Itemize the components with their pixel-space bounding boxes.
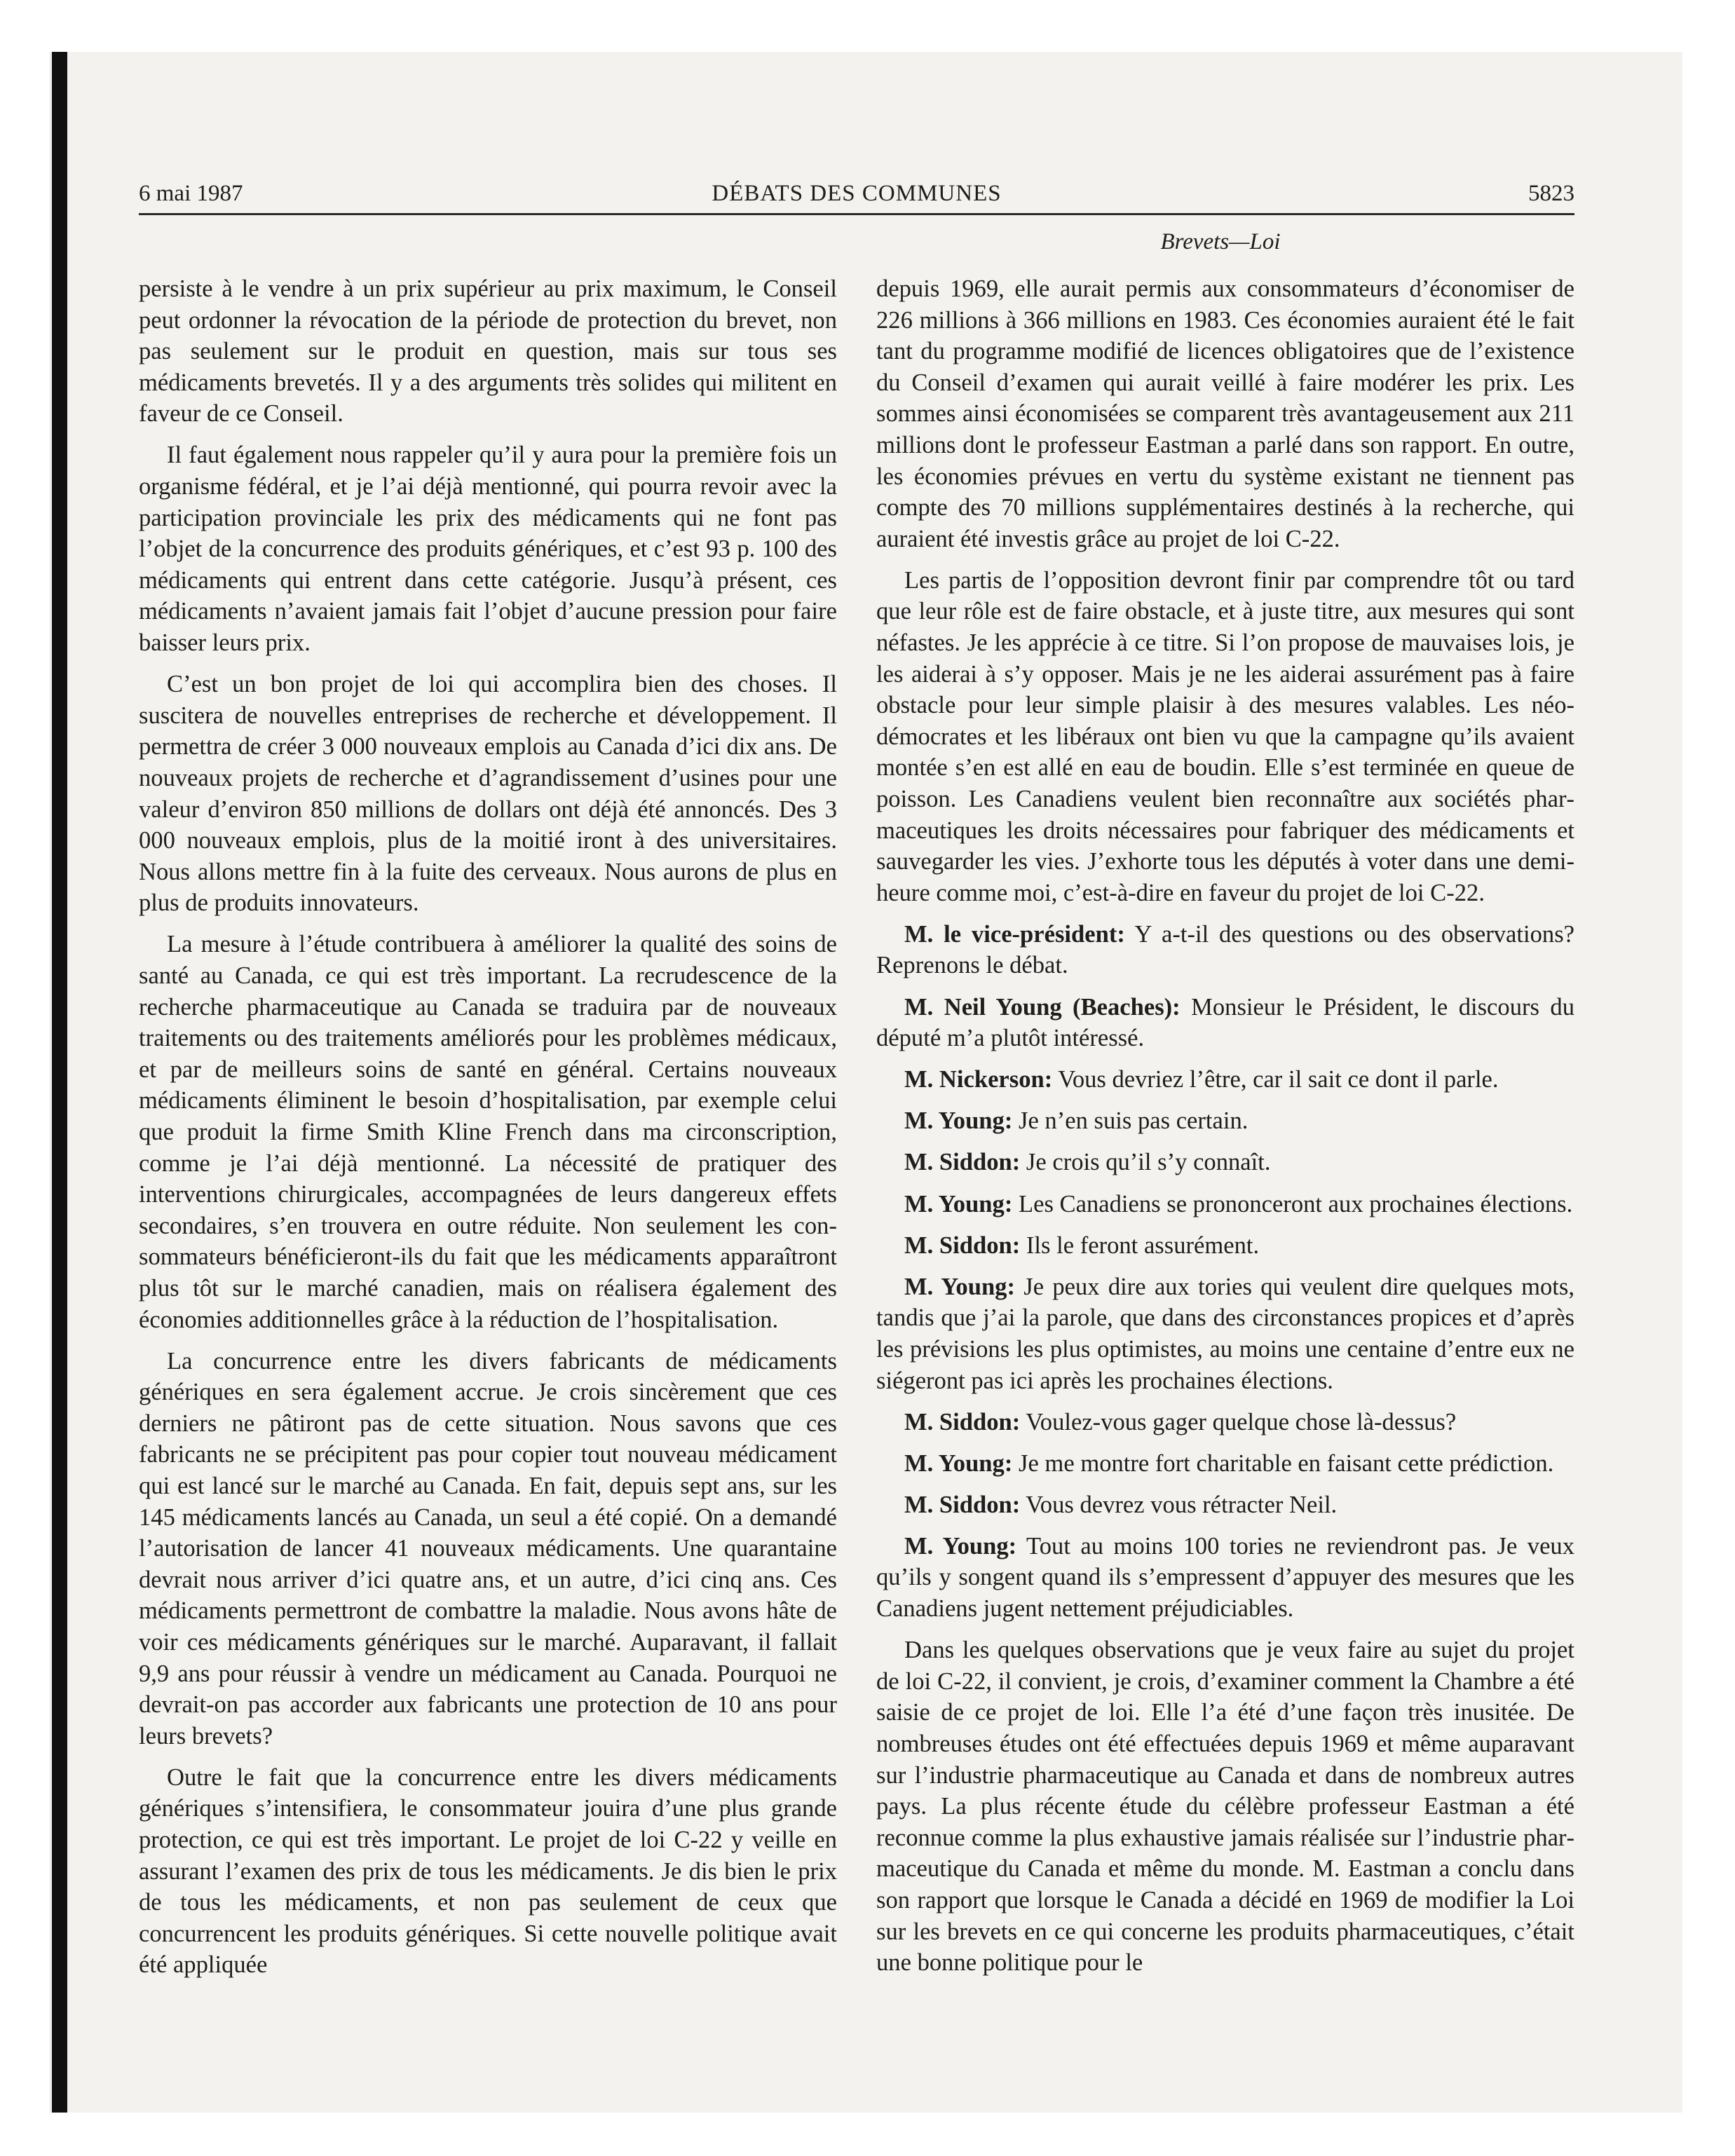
speech — [876, 1230, 1574, 1262]
speech-text: Monsieur le Président, le discours du député m’a plutôt intéressé. — [876, 993, 1574, 1052]
speech-text: Je peux dire aux tories qui veulent dire quelques mots, tandis que j’ai la parole, que dans des circonstances propices et d’après les prévisions les plus optimistes, au moins une centaine d’entre eux ne siégeront pas ici après les prochaines élections. — [876, 1273, 1574, 1394]
paragraph-text: Les partis de l’opposition devront finir par comprendre tôt ou tard que leur rôle est de faire obstacle, et à juste titre, aux mesures qui sont néfastes. Je les apprécie à ce titre. Si l’on propose de mauvaises lois, je les aiderai à s’y opposer. Mais je ne les aiderai assurément pas à faire obstacle pour leur simple plaisir à des mesures valables. Les néo-démocrates et les libéraux ont bien vu que la campagne qu’ils avaient montée s’en est allé en eau de boudin. Elle s’est terminée en queue de poisson. Les Canadiens veulent bien reconnaître aux sociétés pharmaceutiques les droits nécessaires pour fabriquer des médicaments et sauvegarder les vies. J’exhorte tous les députés à voter dans une demi-heure comme moi, c’est-à-dire en faveur du projet de loi C-22. — [876, 566, 1574, 906]
speaker-name: M. Young: — [904, 1190, 1013, 1217]
speech-text: Vous devrez vous rétracter Neil. — [1020, 1491, 1338, 1518]
speech-text: Y a-t-il des questions ou des observations? Reprenons le débat. — [876, 920, 1574, 979]
speaker-name: M. Neil Young (Beaches): — [904, 993, 1181, 1021]
speech — [876, 992, 1574, 1054]
speech — [876, 1448, 1574, 1480]
paragraph-text: Dans les quelques observations que je veux faire au sujet du projet de loi C-22, il convient, je crois, d’examiner comment la Chambre a été saisie de ce projet de loi. Elle l’a été d’une façon très inusitée. De nombreuses études ont été effectuées depuis 1969 et même auparavant sur l’industrie pharmaceutique au Canada et dans de nombreux autres pays. La plus récente étude du célèbre professeur Eastman a été reconnue comme la plus exhaustive jamais réalisée sur l’industrie pharmaceutique du Canada et même du monde. M. Eastman a conclu dans son rapport que lorsque le Canada a décidé en 1969 de modifier la Loi sur les brevets en ce qui concerne les produits pharmaceutiques, c’était une bonne politique pour le — [876, 1637, 1574, 1977]
paragraph: Il faut également nous rappeler qu’il y aura pour la première fois un organisme fédéral, et je l’ai déjà mentionné, qui pourra revoir avec la participation provinciale les prix des médicaments qui ne font pas l’objet de la concurrence des produits génériques, et c’est 93 p. 100 des médicaments qui entrent dans cette catégorie. Jusqu’à présent, ces médicaments n’avaient jamais fait l’objet d’aucune pression pour faire baisser leurs prix. — [139, 442, 837, 657]
speech-text: Tout au moins 100 tories ne reviendront pas. Je veux qu’ils y songent quand ils s’empressent d’appuyer des mesures que les Canadiens jugent nettement préjudiciables. — [876, 1532, 1574, 1623]
header-date: 6 mai 1987 — [139, 181, 243, 206]
speech-text: Ils le feront assurément. — [1020, 1231, 1260, 1259]
section-title: Brevets—Loi — [1160, 229, 1281, 254]
speech-text: Voulez-vous gager quelque chose là-dessus? — [1020, 1408, 1457, 1435]
speech — [876, 1407, 1574, 1438]
paragraph: La concurrence entre les divers fabricants de médicaments génériques en sera également accrue. Je crois sincèrement que ces derniers ne pâtiront pas de cette situation. Nous savons que ces fabricants ne se précipitent pas pour copier tout nouveau médicament qui est lancé sur le marché au Canada. En fait, depuis sept ans, sur les 145 médicaments lancés au Canada, un seul a été copié. On a demandé l’autorisation de lancer 41 nouveaux médicaments. Une quarantaine devrait nous arriver d’ici quatre ans, et un autre, d’ici cinq ans. Ces médicaments permettront de combattre la maladie. Nous avons hâte de voir ces médicaments génériques sur le marché. Auparavant, il fallait 9,9 ans pour réussir à vendre un médicament au Canada. Pourquoi ne devrait-on pas accorder aux fabricants une protection de 10 ans pour leurs brevets? — [139, 1347, 837, 1749]
speaker-name: M. Young: — [904, 1273, 1015, 1300]
paragraph: Outre le fait que la concurrence entre les divers médicaments génériques s’intensifiera, le consommateur jouira d’une plus grande protection, ce qui est très important. Le projet de loi C-22 y veille en assurant l’examen des prix de tous les médicaments. Je dis bien le prix de tous les médicaments, et non pas seulement de ceux que concurrencent les produits génériques. Si cette nouvelle politique avait été appliquée — [139, 1763, 837, 1979]
speaker-name: M. le vice-président: — [904, 920, 1125, 948]
paragraph — [876, 565, 1574, 909]
paragraph: persiste à le vendre à un prix supérieur au prix maximum, le Conseil peut ordonner la révocation de la période de protection du brevet, non pas seulement sur le produit en question, mais sur tous ses médicaments brevetés. Il y a des arguments très solides qui militent en faveur de ce Conseil. — [139, 275, 837, 428]
speaker-name: M. Nickerson: — [904, 1066, 1053, 1093]
speech — [876, 1531, 1574, 1625]
speaker-name: M. Siddon: — [904, 1231, 1021, 1259]
page-header — [139, 174, 1574, 215]
speech-text: Je crois qu’il s’y connaît. — [1020, 1149, 1271, 1176]
speech — [876, 1189, 1574, 1220]
paragraph: C’est un bon projet de loi qui accomplira bien des choses. Il suscitera de nouvelles entreprises de recherche et développement. Il permettra de créer 3 000 nouveaux emplois au Canada d’ici dix ans. De nouveaux projets de recherche et d’agrandissement d’usines pour une valeur d’environ 850 millions de dollars ont déjà été annoncés. Des 3 000 nouveaux emplois, plus de la moitié iront à des universitaires. Nous allons mettre fin à la fuite des cerveaux. Nous aurons de plus en plus de produits innovateurs. — [139, 671, 837, 917]
left-column — [139, 273, 837, 1991]
speech-text: Je n’en suis pas certain. — [1012, 1107, 1248, 1135]
speech — [876, 1147, 1574, 1178]
right-column — [876, 273, 1574, 1988]
scan-binding-edge — [52, 52, 67, 2113]
speech — [876, 1489, 1574, 1521]
speaker-name: M. Siddon: — [904, 1491, 1021, 1518]
speech — [876, 919, 1574, 981]
speech — [876, 1064, 1574, 1096]
speech-text: Je me montre fort charitable en faisant cette prédiction. — [1012, 1449, 1554, 1477]
paragraph-text: depuis 1969, elle aurait permis aux consommateurs d’économiser de 226 millions à 366 millions en 1983. Ces économies auraient été le fait tant du programme modifié de licences obligatoires que de l’existence du Conseil d’examen qui aurait veillé à faire modérer les prix. Les sommes ainsi économisées se comparent très avantageusement aux 211 millions dont le professeur Eastman a parlé dans son rapport. En outre, les économies prévues en vertu du système existant ne tiennent pas compte des 70 millions supplémentaires destinés à la recherche, qui auraient été investis grâce au projet de loi C-22. — [876, 275, 1574, 552]
header-page-number: 5823 — [1528, 181, 1574, 206]
paragraph — [876, 1635, 1574, 1979]
speaker-name: M. Siddon: — [904, 1149, 1021, 1176]
speaker-name: M. Siddon: — [904, 1408, 1021, 1435]
speaker-name: M. Young: — [904, 1449, 1013, 1477]
speaker-name: M. Young: — [904, 1107, 1013, 1135]
speech-text: Les Canadiens se prononceront aux prochaines élections. — [1012, 1190, 1573, 1217]
paragraph: La mesure à l’étude contribuera à améliorer la qualité des soins de santé au Canada, ce qui est très important. La recrudescence de la recherche pharmaceutique au Canada se traduira par de nouveaux traitements ou des traitements améliorés pour les problèmes médicaux, et par de meilleurs soins de santé en général. Certains nouveaux médicaments éliminent le besoin d’hospitalisation, par exemple celui que produit la firme Smith Kline French dans ma circonscription, comme je l’ai déjà mentionné. La nécessité de pratiquer des interventions chirurgicales, accompagnées de leurs dangereux effets secondaires, s’en trouvera en outre réduite. Non seulement les consommateurs bénéficieront-ils du fait que les médicaments apparaîtront plus tôt sur le marché canadien, mais on réalisera également des économies additionnelles grâce à la réduction de l’hospitalisation. — [139, 931, 837, 1333]
speech-text: Vous devriez l’être, car il sait ce dont il parle. — [1052, 1066, 1499, 1093]
speech — [876, 1105, 1574, 1137]
paragraph — [876, 273, 1574, 554]
speaker-name: M. Young: — [904, 1532, 1017, 1560]
speech — [876, 1271, 1574, 1396]
header-title: DÉBATS DES COMMUNES — [712, 181, 1002, 206]
